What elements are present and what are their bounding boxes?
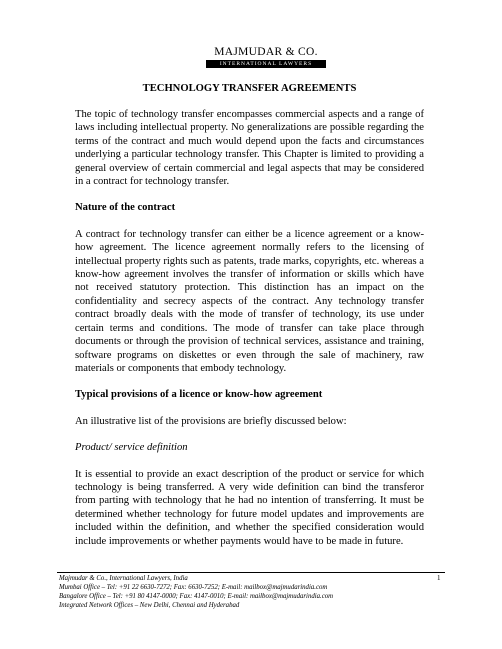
footer-line-network: Integrated Network Offices – New Delhi, Chennai and Hyderabad — [59, 602, 240, 609]
subsection-heading-product: Product/ service definition — [75, 442, 188, 454]
document-title: TECHNOLOGY TRANSFER AGREEMENTS — [142, 83, 357, 94]
logo-tagline: INTERNATIONAL LAWYERS — [206, 60, 326, 68]
section-body-provisions: An illustrative list of the provisions are briefly discussed below: — [75, 415, 347, 427]
page-number: 1 — [437, 574, 441, 582]
logo-firm-name: MAJMUDAR & CO. — [214, 46, 318, 58]
section-heading-nature: Nature of the contract — [75, 202, 176, 214]
section-heading-provisions: Typical provisions of a licence or know-how agreement — [75, 389, 323, 401]
footer-divider — [57, 572, 445, 573]
section-body-nature: A contract for technology transfer can either be a licence agreement or a know-how agreement. The licence agreement normally refers to the licensing of intellectual property rights such as patents, trade marks, copyrights, etc. whereas a know-how agreement involves the transfer of information or skills which have not received statutory protection. This distinction has an impact on the confidentiality and secrecy aspects of the contract. Any technology transfer contract broadly deals with the mode of transfer of technology, its use under certain terms and conditions. The mode of transfer can take place through documents or through the provision of technical services, assistance and training, software programs on diskettes or even through the sale of machinery, raw materials or components that embody technology. — [75, 228, 424, 374]
subsection-body-product: It is essential to provide an exact description of the product or service for which technology is being transferred. A very wide definition can bind the transferor from parting with technology that he had no intention of transferring. It must be determined whether technology for future model updates and improvements are included within the definition, and whether the specified consideration would include improvements or whether payments would have to be made in future. — [75, 468, 424, 547]
intro-paragraph: The topic of technology transfer encompasses commercial aspects and a range of laws including intellectual property. No generalizations are possible regarding the terms of the contract and much would depend upon the facts and circumstances underlying a particular technology transfer. This Chapter is limited to providing a general overview of certain commercial and legal aspects that may be considered in a contract for technology transfer. — [75, 109, 424, 188]
footer-line-mumbai: Mumbai Office – Tel: +91 22 6630-7272; Fax: 6630-7252; E-mail: mailbox@majmudarindia.com — [59, 584, 328, 591]
footer-line-firm: Majmudar & Co., International Lawyers, India — [59, 575, 188, 582]
footer-line-bangalore: Bangalore Office – Tel: +91 80 4147-0000; Fax: 4147-0010; E-mail: mailbox@majmudarindia.com — [59, 593, 334, 600]
page-footer — [59, 574, 439, 610]
document-body — [75, 108, 424, 561]
firm-logo — [206, 46, 326, 68]
